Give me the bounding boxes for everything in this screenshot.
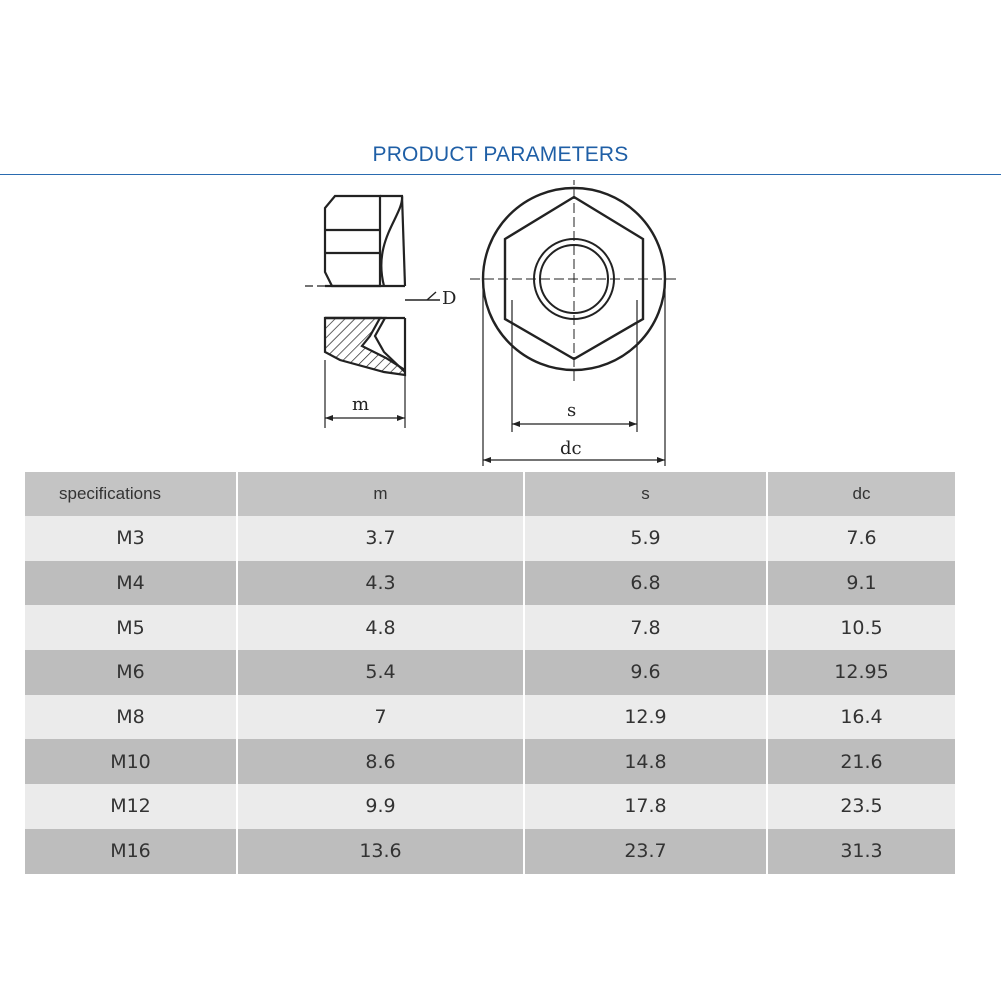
cell-s: 5.9 — [524, 516, 767, 561]
cell-dc: 31.3 — [840, 840, 883, 863]
cell-s: 9.6 — [524, 650, 767, 695]
cell-spec: M3 — [25, 516, 237, 561]
label-m: m — [352, 394, 370, 415]
cell-dc: 21.6 — [840, 750, 883, 773]
cell-m: 5.4 — [237, 650, 524, 695]
cell-m: 7 — [237, 695, 524, 740]
cell-m: 4.3 — [237, 561, 524, 606]
table-row — [25, 829, 955, 874]
header-s: s — [524, 472, 767, 516]
cell-m: 3.7 — [237, 516, 524, 561]
title-divider — [0, 174, 1001, 175]
table-row — [25, 516, 955, 561]
cell-spec: M10 — [25, 739, 237, 784]
page-title: PRODUCT PARAMETERS — [372, 143, 629, 166]
label-D: D — [442, 288, 457, 309]
cell-s: 12.9 — [524, 695, 767, 740]
table-row — [25, 561, 955, 606]
table-row — [25, 739, 955, 784]
cell-dc: 16.4 — [840, 706, 883, 729]
label-s: s — [567, 400, 577, 421]
cell-spec: M16 — [25, 829, 237, 874]
nut-top-view — [470, 180, 680, 466]
table-row — [25, 650, 955, 695]
header-m: m — [237, 472, 524, 516]
cell-dc: 23.5 — [840, 795, 883, 818]
cell-spec: M12 — [25, 784, 237, 829]
cell-dc: 7.6 — [846, 527, 877, 550]
cell-s: 6.8 — [524, 561, 767, 606]
cell-dc: 9.1 — [846, 572, 877, 595]
header-specifications: specifications — [25, 472, 237, 516]
cell-dc: 12.95 — [834, 661, 889, 684]
table-header-row — [25, 472, 955, 516]
header-dc: dc — [852, 484, 871, 503]
cell-s: 14.8 — [524, 739, 767, 784]
cell-m: 4.8 — [237, 605, 524, 650]
cell-spec: M5 — [25, 605, 237, 650]
cell-s: 23.7 — [524, 829, 767, 874]
nut-side-view — [305, 196, 440, 428]
cell-m: 9.9 — [237, 784, 524, 829]
cell-s: 17.8 — [524, 784, 767, 829]
cell-m: 8.6 — [237, 739, 524, 784]
cell-spec: M6 — [25, 650, 237, 695]
table-row — [25, 695, 955, 740]
label-dc: dc — [560, 438, 582, 459]
cell-dc: 10.5 — [840, 616, 883, 639]
table-row — [25, 605, 955, 650]
cell-spec: M8 — [25, 695, 237, 740]
cell-spec: M4 — [25, 561, 237, 606]
flange-nut-diagram — [0, 180, 1001, 470]
table-row — [25, 784, 955, 829]
cell-s: 7.8 — [524, 605, 767, 650]
spec-table — [25, 472, 955, 874]
cell-m: 13.6 — [237, 829, 524, 874]
